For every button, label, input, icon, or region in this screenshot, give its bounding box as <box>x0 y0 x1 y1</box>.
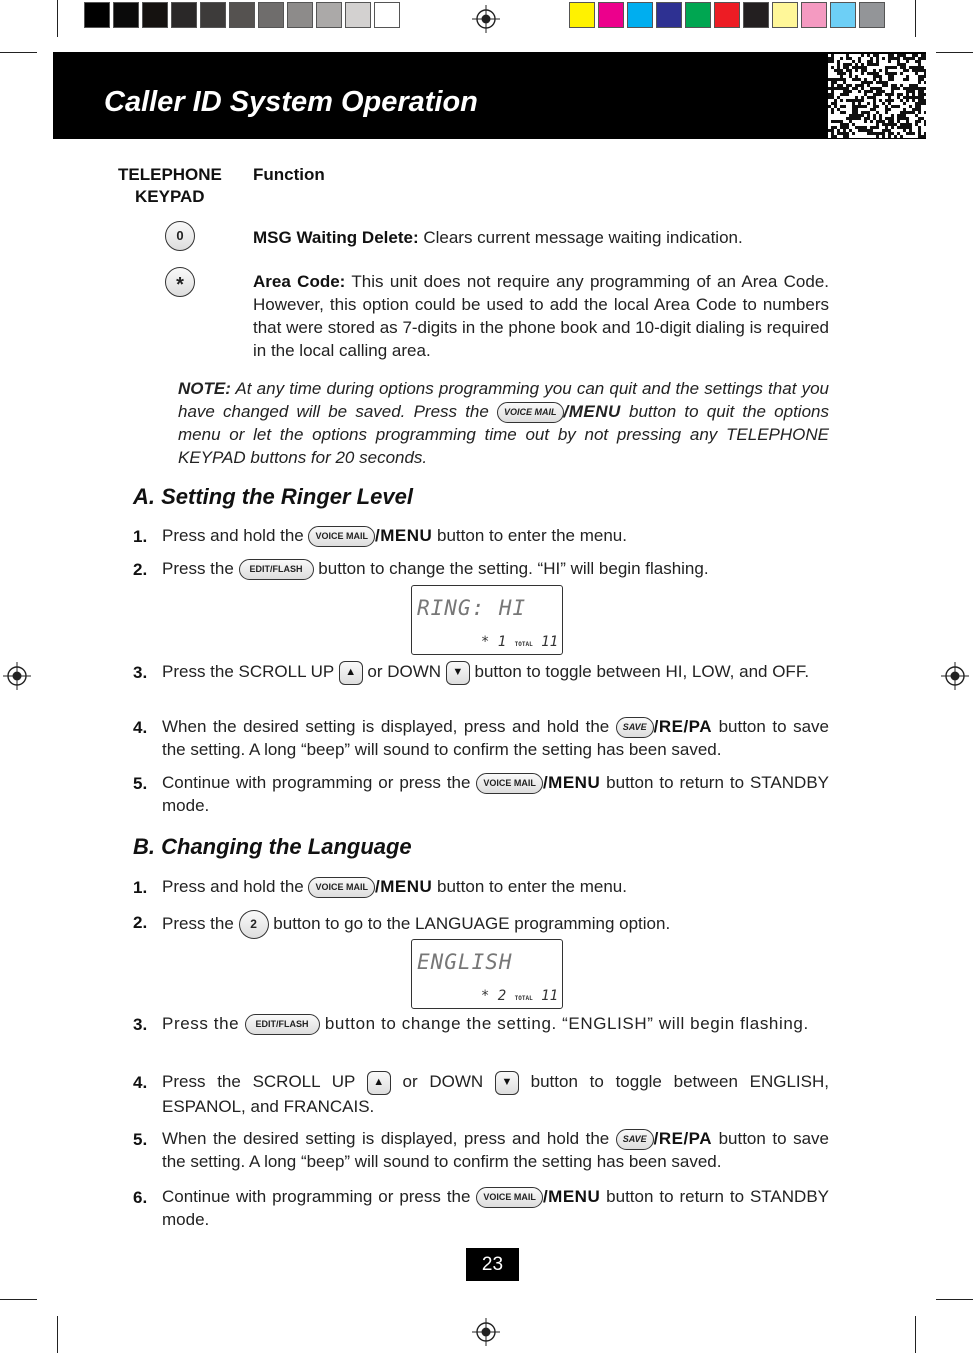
step-text: Press the SCROLL UP <box>162 1072 367 1091</box>
scroll-down-icon: ▼ <box>495 1071 519 1095</box>
voice-mail-button-icon: VOICE MAIL <box>308 526 375 547</box>
section-a-step-1 <box>162 524 829 547</box>
note-label: NOTE: <box>178 379 231 398</box>
registration-mark-icon <box>941 662 969 690</box>
save-button-icon: SAVE <box>616 1129 654 1150</box>
lcd-counter <box>481 988 558 1004</box>
step-number: 1. <box>133 878 148 897</box>
color-swatch <box>229 2 255 28</box>
lcd-display-language <box>411 939 563 1009</box>
color-swatch <box>656 2 682 28</box>
step-text: Press the <box>162 913 239 933</box>
color-swatch <box>685 2 711 28</box>
color-swatch <box>113 2 139 28</box>
note-paragraph <box>178 377 829 469</box>
lcd-main-text: ENGLISH <box>417 950 513 974</box>
step-number: 5. <box>133 1130 148 1149</box>
menu-button-label: /MENU <box>375 526 433 545</box>
color-swatch <box>345 2 371 28</box>
section-a-title: A. Setting the Ringer Level <box>133 484 413 509</box>
lcd-total-label: TOTAL <box>514 995 533 1002</box>
step-number: 3. <box>133 1015 148 1034</box>
color-swatch <box>627 2 653 28</box>
msg-waiting-delete-description <box>253 226 829 249</box>
step-number: 5. <box>133 774 148 793</box>
step-number: 2. <box>133 560 148 579</box>
color-swatch <box>743 2 769 28</box>
step-text: Press the <box>162 559 239 578</box>
lcd-counter <box>481 634 558 650</box>
step-text: button to toggle between HI, LOW, and OFF. <box>469 662 810 681</box>
step-text: button to save the setting. A long “beep” will sound to confirm the setting has been saved. <box>162 717 829 760</box>
color-swatch <box>84 2 110 28</box>
page-title: Caller ID System Operation <box>104 86 478 118</box>
step-text: button to save the setting. A long “beep” will sound to confirm the setting has been saved. <box>162 1129 829 1172</box>
color-swatch <box>830 2 856 28</box>
lcd-main-text: RING: HI <box>417 596 527 620</box>
color-swatch <box>171 2 197 28</box>
section-a-step-4 <box>162 715 829 761</box>
menu-button-label: /MENU <box>563 402 621 421</box>
edit-flash-button-icon: EDIT/FLASH <box>239 559 314 580</box>
registration-mark-icon <box>3 662 31 690</box>
section-b-title: B. Changing the Language <box>133 834 412 859</box>
column-header-keypad-line1: TELEPHONE <box>118 165 222 184</box>
step-text: button to return to STANDBY mode. <box>162 1187 829 1230</box>
section-b-step-6 <box>162 1185 829 1231</box>
step-text: or DOWN <box>362 662 446 681</box>
lcd-index: * 2 <box>480 988 507 1004</box>
step-number: 1. <box>133 527 148 546</box>
lcd-total-label: TOTAL <box>514 641 533 648</box>
noise-pattern-icon <box>828 54 926 138</box>
step-text: button to go to the LANGUAGE programming option. <box>273 913 671 933</box>
re-pa-button-label: /RE/PA <box>653 1129 713 1148</box>
function-label: Area Code: <box>253 272 346 291</box>
step-text: button to change the setting. “ENGLISH” will begin flashing. <box>324 1014 809 1033</box>
color-swatch <box>287 2 313 28</box>
voice-mail-button-icon: VOICE MAIL <box>497 402 564 423</box>
registration-mark-icon <box>472 1318 500 1346</box>
step-text: button to change the setting. “HI” will begin flashing. <box>318 559 709 578</box>
edit-flash-button-icon: EDIT/FLASH <box>245 1014 320 1035</box>
step-text: Press and hold the <box>162 526 309 545</box>
page-number: 23 <box>466 1248 519 1281</box>
step-number: 4. <box>133 718 148 737</box>
registration-mark-icon <box>472 5 500 33</box>
step-text: or DOWN <box>390 1072 495 1091</box>
section-a-step-3 <box>162 660 829 685</box>
voice-mail-button-icon: VOICE MAIL <box>476 1187 543 1208</box>
function-text: Clears current message waiting indication. <box>418 228 743 247</box>
scroll-up-icon: ▲ <box>339 661 363 685</box>
step-text: button to enter the menu. <box>432 526 627 545</box>
color-swatch <box>598 2 624 28</box>
color-swatch <box>801 2 827 28</box>
save-button-icon: SAVE <box>616 717 654 738</box>
step-text: Press and hold the <box>162 877 309 896</box>
section-b-step-5 <box>162 1127 829 1173</box>
section-b-step-1 <box>162 875 829 898</box>
lcd-total: 11 <box>541 988 558 1004</box>
section-a-step-5 <box>162 771 829 817</box>
color-swatch <box>714 2 740 28</box>
column-header-function: Function <box>253 165 325 184</box>
color-swatch <box>374 2 400 28</box>
section-b-step-2 <box>162 910 829 939</box>
step-text: button to enter the menu. <box>432 877 627 896</box>
key-2-icon: 2 <box>239 910 269 939</box>
step-text: button to toggle between ENGLISH, ESPANOL, and FRANCAIS. <box>162 1072 829 1116</box>
section-b-step-4 <box>162 1070 829 1118</box>
lcd-total: 11 <box>541 634 558 650</box>
menu-button-label: /MENU <box>542 773 601 792</box>
function-label: MSG Waiting Delete: <box>253 228 419 247</box>
menu-button-label: /MENU <box>542 1187 601 1206</box>
color-swatch <box>142 2 168 28</box>
step-number: 4. <box>133 1073 148 1092</box>
step-text: Continue with programming or press the <box>162 773 477 792</box>
menu-button-label: /MENU <box>375 877 433 896</box>
step-text: Press the <box>162 1014 245 1033</box>
re-pa-button-label: /RE/PA <box>653 717 713 736</box>
step-text: Continue with programming or press the <box>162 1187 477 1206</box>
scroll-down-icon: ▼ <box>446 661 470 685</box>
key-0-icon: 0 <box>165 221 195 251</box>
color-swatch <box>200 2 226 28</box>
lcd-index: * 1 <box>480 634 507 650</box>
note-text: At any time during options programming you can quit and the settings that you have changed will be saved. Press the <box>178 379 829 421</box>
lcd-display-ring <box>411 585 563 655</box>
key-star-icon: * <box>165 267 195 297</box>
section-a-step-2 <box>162 557 829 580</box>
step-text: When the desired setting is displayed, press and hold the <box>162 717 616 736</box>
color-swatch <box>569 2 595 28</box>
color-swatch <box>316 2 342 28</box>
step-number: 2. <box>133 913 148 932</box>
voice-mail-button-icon: VOICE MAIL <box>476 773 543 794</box>
area-code-description <box>253 270 829 362</box>
color-swatch <box>859 2 885 28</box>
step-number: 3. <box>133 663 148 682</box>
function-text: This unit does not require any programming of an Area Code. However, this option could be used to add the local Area Code to numbers that were stored as 7-digits in the phone book and 10-digit dialing is required in the local calling area. <box>253 272 829 360</box>
scroll-up-icon: ▲ <box>367 1071 391 1095</box>
step-text: When the desired setting is displayed, press and hold the <box>162 1129 616 1148</box>
voice-mail-button-icon: VOICE MAIL <box>308 877 375 898</box>
step-number: 6. <box>133 1188 148 1207</box>
section-b-step-3 <box>162 1012 829 1035</box>
step-text: button to return to STANDBY mode. <box>162 773 829 816</box>
color-swatch <box>772 2 798 28</box>
color-swatch <box>258 2 284 28</box>
step-text: Press the SCROLL UP <box>162 662 339 681</box>
column-header-keypad-line2: KEYPAD <box>135 187 205 206</box>
note-text: button to quit the options menu or let the options programming time out by not pressing any TELEPHONE KEYPAD buttons for 20 seconds. <box>178 402 829 468</box>
